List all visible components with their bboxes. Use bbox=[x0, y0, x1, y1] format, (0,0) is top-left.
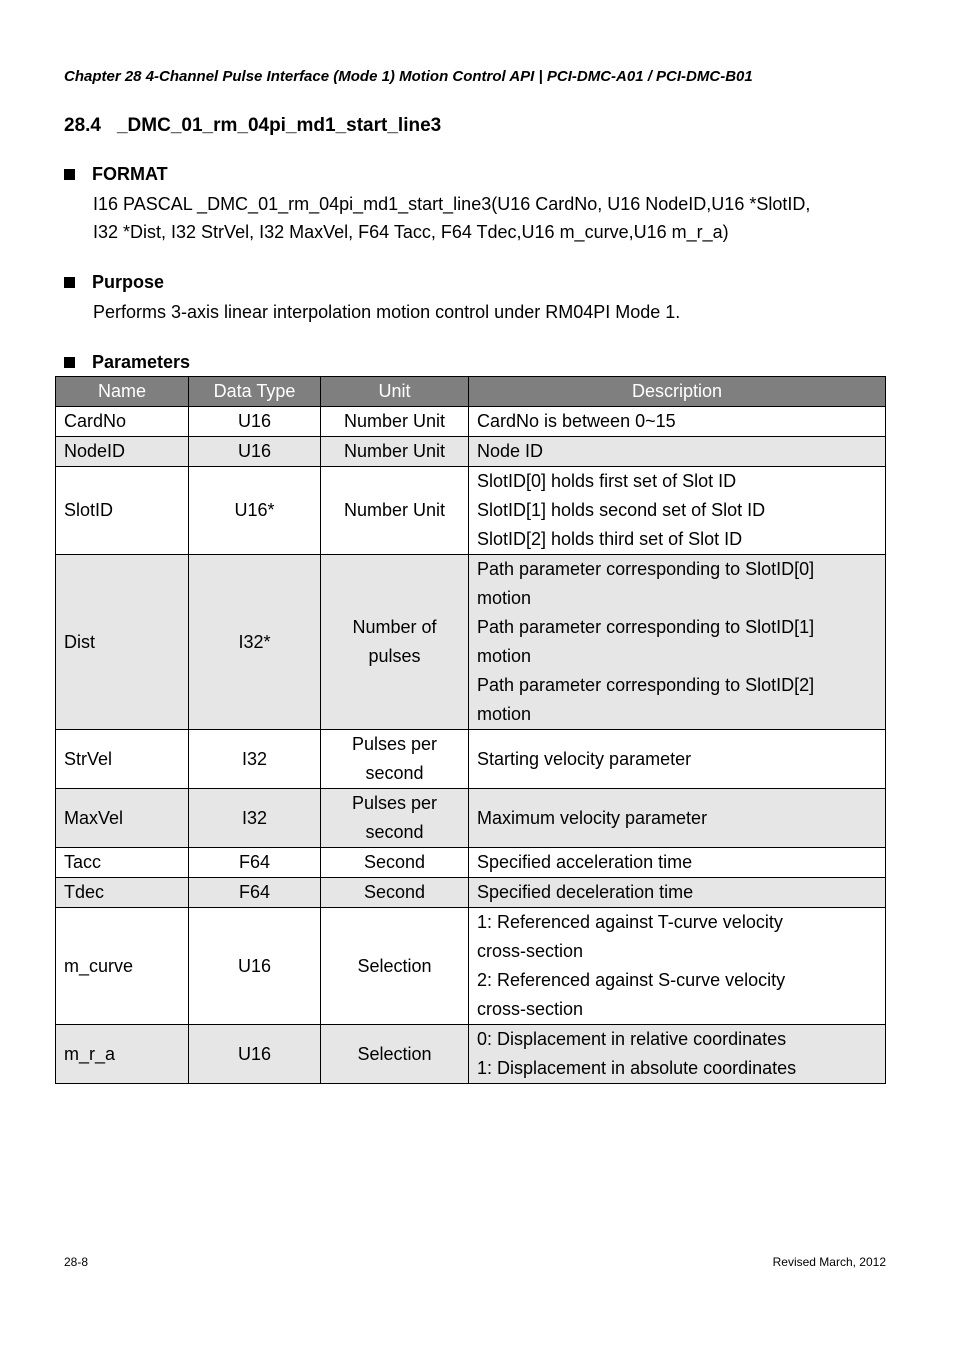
param-name: MaxVel bbox=[56, 789, 189, 848]
format-line: I32 *Dist, I32 StrVel, I32 MaxVel, F64 Tacc, F64 Tdec,U16 m_curve,U16 m_r_a) bbox=[93, 222, 729, 242]
param-description-line: SlotID[2] holds third set of Slot ID bbox=[477, 529, 743, 549]
param-description bbox=[469, 555, 886, 730]
param-unit bbox=[321, 878, 469, 908]
section-number: 28.4 bbox=[64, 115, 101, 136]
param-unit-line: Number of bbox=[352, 617, 437, 637]
param-name: Dist bbox=[56, 555, 189, 730]
param-unit-line: Pulses per bbox=[351, 734, 438, 754]
param-description bbox=[469, 789, 886, 848]
param-description bbox=[469, 878, 886, 908]
purpose-text: Performs 3-axis linear interpolation motion control under RM04PI Mode 1. bbox=[93, 302, 681, 322]
param-description-line: Node ID bbox=[477, 441, 544, 461]
param-type: I32 bbox=[189, 789, 321, 848]
column-header: Unit bbox=[321, 377, 469, 407]
param-description bbox=[469, 908, 886, 1025]
table-row bbox=[56, 437, 886, 467]
table-row bbox=[56, 848, 886, 878]
purpose-heading-text: Purpose bbox=[92, 272, 165, 292]
param-description-line: motion bbox=[477, 704, 532, 724]
param-unit-line: second bbox=[365, 822, 424, 842]
param-unit bbox=[321, 908, 469, 1025]
format-line: I16 PASCAL _DMC_01_rm_04pi_md1_start_line3(U16 CardNo, U16 NodeID,U16 *SlotID, bbox=[93, 194, 811, 214]
table-row bbox=[56, 878, 886, 908]
table-row bbox=[56, 908, 886, 1025]
param-description bbox=[469, 437, 886, 467]
param-description-line: 1: Referenced against T-curve velocity bbox=[477, 912, 783, 932]
param-name: CardNo bbox=[56, 407, 189, 437]
section-title bbox=[64, 115, 457, 137]
param-unit-line: Selection bbox=[357, 1043, 432, 1064]
param-description-line: Maximum velocity parameter bbox=[477, 807, 708, 828]
param-type: I32* bbox=[189, 555, 321, 730]
parameters-heading bbox=[64, 352, 190, 373]
param-unit bbox=[321, 467, 469, 555]
table-row bbox=[56, 467, 886, 555]
param-unit bbox=[321, 437, 469, 467]
table-row bbox=[56, 730, 886, 789]
bullet-square-icon bbox=[64, 357, 75, 368]
param-type: F64 bbox=[189, 878, 321, 908]
param-unit-line: Second bbox=[363, 882, 426, 902]
param-type: I32 bbox=[189, 730, 321, 789]
param-unit bbox=[321, 1025, 469, 1084]
format-signature bbox=[93, 190, 810, 246]
param-description-line: Path parameter corresponding to SlotID[1] bbox=[477, 617, 815, 637]
format-heading-text: FORMAT bbox=[92, 164, 168, 184]
table-row bbox=[56, 407, 886, 437]
param-description bbox=[469, 467, 886, 555]
param-description bbox=[469, 407, 886, 437]
table-row bbox=[56, 789, 886, 848]
param-name: m_r_a bbox=[56, 1025, 189, 1084]
format-heading bbox=[64, 164, 168, 185]
running-header: Chapter 28 4-Channel Pulse Interface (Mode 1) Motion Control API | PCI-DMC-A01 / PCI-DMC-B01 bbox=[64, 68, 753, 85]
param-description-line: cross-section bbox=[477, 999, 584, 1019]
param-unit bbox=[321, 848, 469, 878]
param-name: Tacc bbox=[56, 848, 189, 878]
param-description-line: cross-section bbox=[477, 941, 584, 961]
param-unit bbox=[321, 789, 469, 848]
param-unit-line: Pulses per bbox=[351, 793, 438, 813]
param-description bbox=[469, 848, 886, 878]
param-description-line: motion bbox=[477, 588, 532, 608]
param-description-line: Specified acceleration time bbox=[477, 852, 693, 872]
param-type: F64 bbox=[189, 848, 321, 878]
param-description bbox=[469, 730, 886, 789]
param-name: SlotID bbox=[56, 467, 189, 555]
param-description-line: 0: Displacement in relative coordinates bbox=[477, 1029, 787, 1049]
bullet-square-icon bbox=[64, 169, 75, 180]
param-unit-line: Number Unit bbox=[343, 441, 446, 461]
table-header-row bbox=[56, 377, 886, 407]
purpose-heading bbox=[64, 272, 164, 293]
param-name: Tdec bbox=[56, 878, 189, 908]
param-unit bbox=[321, 407, 469, 437]
param-type: U16 bbox=[189, 908, 321, 1025]
param-type: U16* bbox=[189, 467, 321, 555]
param-name: StrVel bbox=[56, 730, 189, 789]
page-number: 28-8 bbox=[64, 1255, 89, 1269]
param-unit-line: pulses bbox=[368, 646, 421, 666]
table-row bbox=[56, 1025, 886, 1084]
param-description-line: motion bbox=[477, 646, 532, 666]
param-unit-line: Number Unit bbox=[343, 500, 446, 520]
param-unit-line: Selection bbox=[357, 955, 432, 976]
section-name: _DMC_01_rm_04pi_md1_start_line3 bbox=[116, 115, 442, 136]
revision-date: Revised March, 2012 bbox=[772, 1255, 886, 1269]
param-unit-line: Number Unit bbox=[343, 411, 446, 431]
param-description-line: SlotID[0] holds first set of Slot ID bbox=[477, 471, 737, 491]
param-description-line: 1: Displacement in absolute coordinates bbox=[477, 1058, 797, 1078]
param-description bbox=[469, 1025, 886, 1084]
param-description-line: CardNo is between 0~15 bbox=[477, 411, 676, 431]
bullet-square-icon bbox=[64, 277, 75, 288]
param-name: NodeID bbox=[56, 437, 189, 467]
param-name: m_curve bbox=[56, 908, 189, 1025]
param-unit bbox=[321, 555, 469, 730]
param-unit bbox=[321, 730, 469, 789]
parameters-heading-text: Parameters bbox=[92, 352, 191, 372]
param-description-line: Specified deceleration time bbox=[477, 882, 694, 902]
param-description-line: 2: Referenced against S-curve velocity bbox=[477, 970, 786, 990]
column-header: Name bbox=[56, 377, 189, 407]
param-type: U16 bbox=[189, 437, 321, 467]
param-type: U16 bbox=[189, 407, 321, 437]
param-description-line: Starting velocity parameter bbox=[477, 748, 692, 769]
column-header: Description bbox=[469, 377, 886, 407]
param-unit-line: second bbox=[365, 763, 424, 783]
param-description-line: Path parameter corresponding to SlotID[2] bbox=[477, 675, 815, 695]
param-type: U16 bbox=[189, 1025, 321, 1084]
param-description-line: SlotID[1] holds second set of Slot ID bbox=[477, 500, 766, 520]
param-description-line: Path parameter corresponding to SlotID[0] bbox=[477, 559, 815, 579]
param-unit-line: Second bbox=[363, 852, 426, 872]
parameters-table bbox=[55, 376, 886, 1084]
column-header: Data Type bbox=[189, 377, 321, 407]
table-row bbox=[56, 555, 886, 730]
